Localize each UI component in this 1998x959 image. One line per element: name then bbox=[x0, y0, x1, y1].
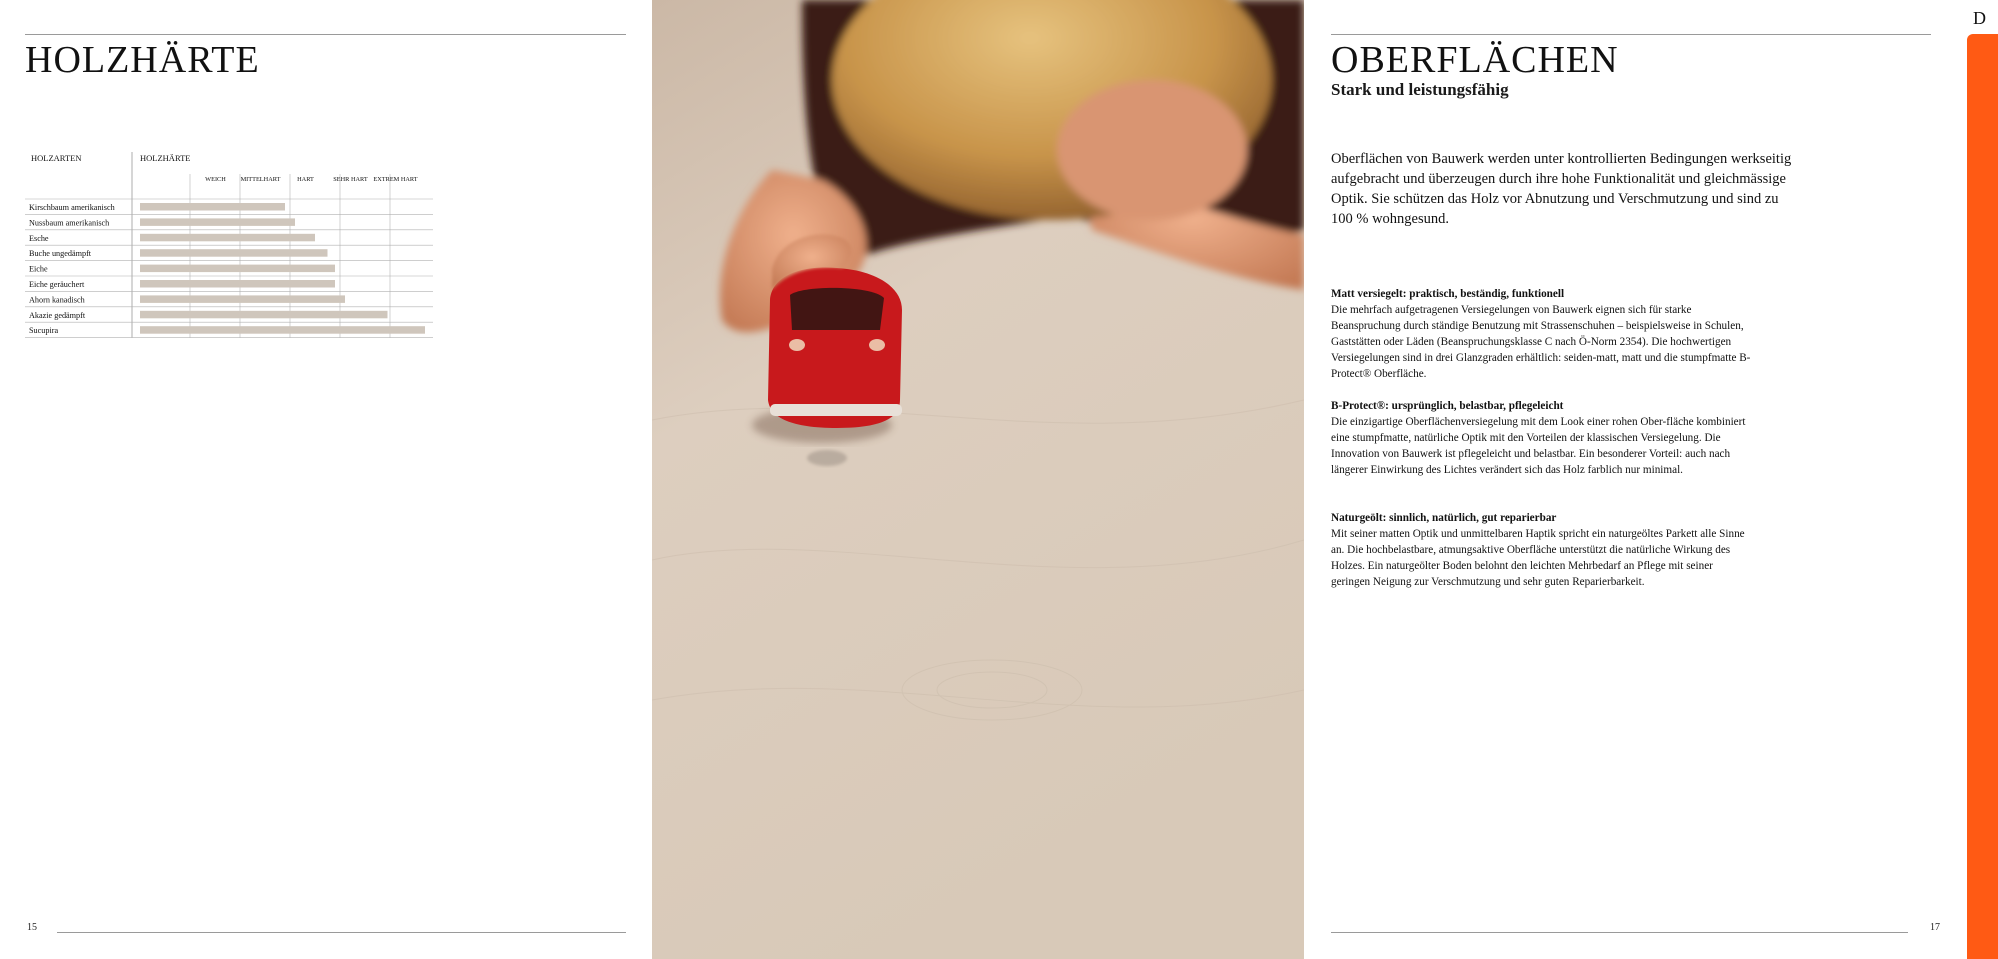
chart-category-label: Nussbaum amerikanisch bbox=[29, 218, 110, 228]
chart-bar bbox=[140, 311, 388, 319]
top-rule-right bbox=[1331, 34, 1931, 35]
chart-bar bbox=[140, 218, 295, 226]
chart-bar bbox=[140, 203, 285, 211]
chart-bar bbox=[140, 234, 315, 242]
page-subtitle: Stark und leistungsfähig bbox=[1331, 80, 1509, 99]
chart-category-label: Sucupira bbox=[29, 326, 59, 336]
chart-category-label: Esche bbox=[29, 233, 49, 243]
chart-category-label: Akazie gedämpft bbox=[29, 310, 86, 320]
section-heading: Matt versiegelt: praktisch, beständig, funktionell bbox=[1331, 288, 1565, 300]
lead-paragraph: Oberflächen von Bauwerk werden unter kontrollierten Bedingungen werkseitig aufgebracht und überzeugen durch ihre hohe Funktionalität und gleichmässige Optik. Sie schützen das Holz vor Abnutzung und Verschmutzung und sind zu 100 % wohngesund. bbox=[1331, 151, 1792, 227]
chart-bar bbox=[140, 280, 335, 288]
section-body: Mit seiner matten Optik und unmittelbaren Haptik spricht ein naturgeöltes Parkett alle Sinne an. Die hochbelastbare, atmungsaktive Oberfläche unterstützt die natürliche Wirkung des Holzes. Ein naturgeölter Boden belohnt den leichten Mehrbedarf an Pflege mit seiner geringen Neigung zur Verschmutzung und sehr guten Reparierbarkeit. bbox=[1331, 528, 1745, 588]
chart-tick-label: HART bbox=[297, 176, 314, 183]
section-naturgeoelt bbox=[1331, 510, 1751, 590]
page-number-left: 15 bbox=[27, 922, 37, 933]
chart-bar bbox=[140, 295, 345, 303]
chart-tick-label: MITTELHART bbox=[240, 176, 281, 183]
section-b-protect bbox=[1331, 398, 1751, 478]
hardness-chart bbox=[25, 152, 435, 342]
chart-tick-label: EXTREM HART bbox=[373, 176, 418, 183]
chart-tick-label: SEHR HART bbox=[333, 176, 368, 183]
chart-category-label: Kirschbaum amerikanisch bbox=[29, 203, 115, 212]
page-title-oberflaechen: OBERFLÄCHEN bbox=[1331, 39, 1619, 81]
child-with-toy-car-image bbox=[652, 0, 1304, 959]
language-tab-letter: D bbox=[1973, 8, 1986, 28]
section-heading: B-Protect®: ursprünglich, belastbar, pflegeleicht bbox=[1331, 400, 1564, 412]
chart-category-label: Ahorn kanadisch bbox=[29, 295, 85, 305]
chart-bar bbox=[140, 249, 328, 257]
page-number-right: 17 bbox=[1930, 922, 1940, 933]
section-body: Die einzigartige Oberflächenversiegelung mit dem Look einer rohen Ober-fläche kombiniert eine stumpfmatte, natürliche Optik mit den Vorteilen der klassischen Versiegelung. Die Innovation von Bauwerk ist pflegeleicht und belastbar. Ein besonderer Vorteil: auch nach längerer Einwirkung des Lichtes verändert sich das Holz farblich nur minimal. bbox=[1331, 416, 1746, 476]
chart-category-label: Eiche bbox=[29, 264, 48, 274]
chart-category-label: Eiche geräuchert bbox=[29, 280, 85, 289]
top-rule-left bbox=[25, 34, 626, 35]
bottom-rule-left bbox=[57, 932, 626, 933]
chart-header-species: HOLZARTEN bbox=[31, 153, 82, 163]
chart-header-hardness: HOLZHÄRTE bbox=[140, 153, 191, 163]
language-side-tab[interactable] bbox=[1967, 34, 1998, 959]
bottom-rule-right bbox=[1331, 932, 1908, 933]
page-title-holzhaerte: HOLZHÄRTE bbox=[25, 39, 260, 81]
section-matt-versiegelt bbox=[1331, 286, 1751, 382]
section-body: Die mehrfach aufgetragenen Versiegelungen von Bauwerk eignen sich für starke Beanspruchung durch ständige Benutzung mit Strassenschuhen – beispielsweise in Schulen, Gaststätten oder Läden (Beanspruchungsklasse C nach Ö-Norm 2354). Die hochwertigen Versiegelungen sind in drei Glanzgraden erhältlich: seiden-matt, matt und die stumpfmatte B-Protect® Oberfläche. bbox=[1331, 304, 1751, 380]
floor-photo bbox=[652, 0, 1304, 959]
hardness-chart-svg bbox=[25, 152, 435, 342]
chart-tick-label: WEICH bbox=[205, 176, 226, 183]
chart-bar bbox=[140, 326, 425, 334]
chart-category-label: Buche ungedämpft bbox=[29, 249, 92, 259]
chart-bar bbox=[140, 265, 335, 273]
section-heading: Naturgeölt: sinnlich, natürlich, gut reparierbar bbox=[1331, 512, 1557, 524]
